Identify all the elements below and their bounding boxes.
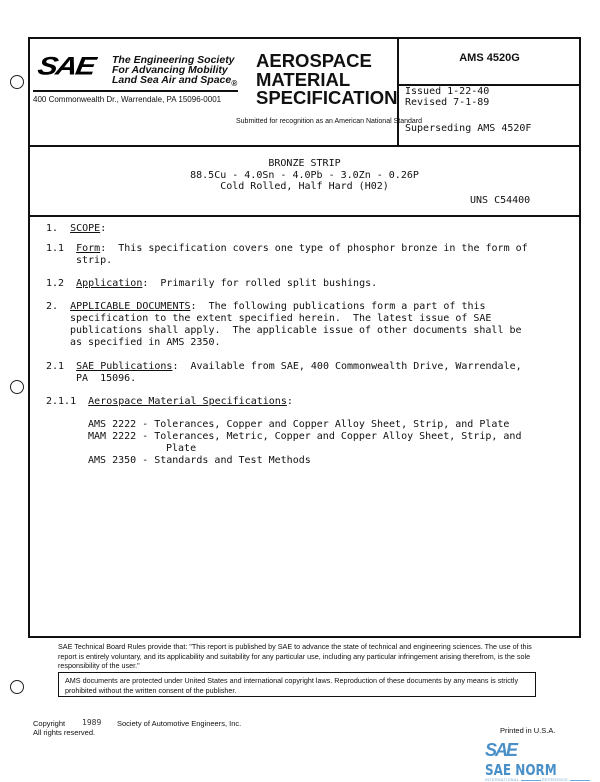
copyright-year: 1989 (82, 718, 102, 727)
section-title: APPLICABLE DOCUMENTS (70, 301, 191, 312)
tagline-line-3: Land Sea Air and Space (112, 74, 232, 86)
binder-hole-middle (10, 380, 24, 394)
section-number: 1.1 (46, 243, 65, 254)
section-1-2 (46, 278, 377, 290)
doc-type-line-3: SPECIFICATION (256, 87, 398, 108)
uns-number: UNS C54400 (470, 195, 531, 206)
society-name: Society of Automotive Engineers, Inc. (117, 719, 242, 728)
section-title: SCOPE (70, 223, 101, 234)
section-text: : This specification covers one type of phosphor bronze in the form of (100, 243, 528, 254)
sae-norm-text: SAE NORM (485, 761, 557, 779)
superseding-note: Superseding AMS 4520F (405, 123, 532, 134)
document-number: AMS 4520G (459, 52, 520, 64)
issue-dates (405, 86, 489, 108)
section-text: : The following publications form a part of this (190, 301, 486, 312)
issued-date: Issued 1-22-40 (405, 86, 490, 97)
section-title: Aerospace Material Specifications (88, 396, 287, 407)
section-1-1-cont: strip. (76, 255, 113, 266)
section-text: : Primarily for rolled split bushings. (142, 278, 378, 289)
document-type-title (256, 52, 398, 108)
section-2-1 (46, 361, 522, 373)
material-temper: Cold Rolled, Half Hard (H02) (220, 181, 389, 192)
watermark-sub-right: REFERENCE (542, 778, 569, 782)
section-1-1 (46, 243, 528, 255)
printed-in: Printed in U.S.A. (500, 726, 556, 735)
tagline-line-1: The Engineering Society (112, 54, 235, 66)
section-number: 1. (46, 223, 59, 234)
logo-rule (33, 90, 238, 92)
material-name: BRONZE STRIP (268, 158, 341, 169)
revised-date: Revised 7-1-89 (405, 97, 490, 108)
section-number: 2. (46, 301, 59, 312)
colon: : (286, 396, 293, 407)
section-title: Application (76, 278, 143, 289)
section-2-line-2: specification to the extent specified herein. The latest issue of SAE (70, 313, 492, 324)
copyright-notice-box: AMS documents are protected under United States and international copyright laws. Reproduction of these documents by any means is strictly prohibited without the written consent of the publisher. (58, 672, 536, 697)
sae-logo: SAE (35, 52, 97, 81)
watermark-sub-left: INTERNATIONAL (485, 778, 520, 782)
section-2-line-3: publications shall apply. The applicable issue of other documents shall be (70, 325, 522, 336)
section-1-heading (46, 223, 106, 235)
reference-ams-2350: AMS 2350 - Standards and Test Methods (88, 455, 311, 466)
section-text: : Available from SAE, 400 Commonwealth Drive, Warrendale, (172, 361, 522, 372)
board-rules-note: SAE Technical Board Rules provide that: "This report is published by SAE to advance the state of technical and engineering sciences. The use of this report is entirely voluntary, and its applicability and suitability for any particular use, including any particular infringement arising therefrom, is the sole responsibility of the user." (58, 642, 532, 670)
binder-hole-bottom (10, 680, 24, 694)
material-composition: 88.5Cu - 4.0Sn - 4.0Pb - 3.0Zn - 0.26P (190, 169, 419, 181)
section-2-line-4: as specified in AMS 2350. (70, 337, 221, 348)
reference-ams-2222: AMS 2222 - Tolerances, Copper and Copper Alloy Sheet, Strip, and Plate (88, 419, 510, 430)
section-2-1-1 (46, 396, 293, 408)
copyright-label: Copyright (33, 719, 66, 728)
rights-reserved: All rights reserved. (33, 728, 96, 737)
header-bottom-rule (28, 145, 581, 147)
section-number: 2.1 (46, 361, 65, 372)
doc-type-line-1: AEROSPACE (256, 50, 372, 71)
colon: : (100, 223, 107, 234)
section-title: Form (76, 243, 101, 254)
section-number: 2.1.1 (46, 396, 77, 407)
binder-hole-top (10, 75, 24, 89)
section-2-1-cont: PA 15096. (76, 373, 137, 384)
section-2 (46, 301, 486, 313)
material-title (30, 158, 579, 193)
sae-tagline (112, 55, 237, 89)
title-bottom-rule (28, 215, 581, 217)
tagline-line-2: For Advancing Mobility (112, 64, 228, 76)
reference-mam-2222-cont: Plate (166, 443, 197, 454)
sae-norm-watermark (485, 740, 600, 782)
registered-mark: ® (231, 79, 238, 89)
sae-norm-logo-icon: SAE (485, 740, 517, 760)
doc-type-line-2: MATERIAL (256, 68, 351, 90)
section-number: 1.2 (46, 278, 65, 289)
sae-address: 400 Commonwealth Dr., Warrendale, PA 15096-0001 (33, 95, 222, 104)
section-title: SAE Publications (76, 361, 173, 372)
reference-mam-2222: MAM 2222 - Tolerances, Metric, Copper and Copper Alloy Sheet, Strip, and (88, 431, 522, 442)
ansi-submission-note: Submitted for recognition as an American National Standard (236, 118, 422, 125)
